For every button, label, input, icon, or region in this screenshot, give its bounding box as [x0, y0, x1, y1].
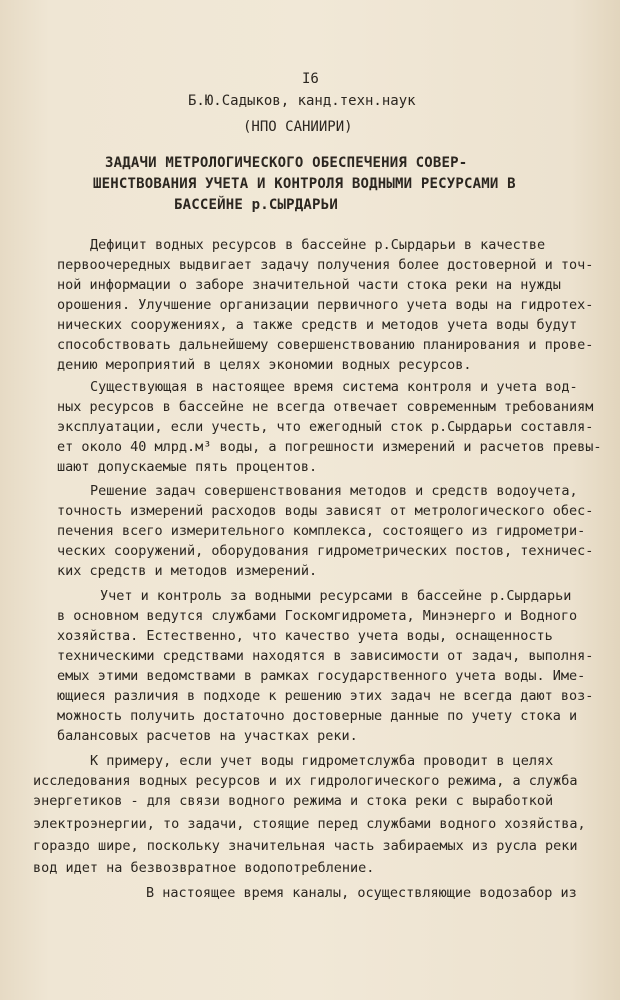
body-line: ких средств и методов измерений.: [57, 563, 318, 579]
body-line: нических сооружениях, а также средств и методов учета воды будут: [57, 317, 578, 333]
body-line: печения всего измерительного комплекса, состоящего из гидрометри-: [57, 523, 586, 539]
body-line: ющиеся различия в подходе к решению этих задач не всегда дают воз-: [57, 688, 594, 704]
body-line: емых этими ведомствами в рамках государственного учета воды. Име-: [57, 668, 586, 684]
body-line: ет около 40 млрд.м³ воды, а погрешности измерений и расчетов превы-: [57, 439, 602, 455]
body-line: орошения. Улучшение организации первичного учета воды на гидротех-: [57, 297, 594, 313]
body-line: способствовать дальнейшему совершенствованию планирования и прове-: [57, 337, 594, 353]
body-line: Учет и контроль за водными ресурсами в бассейне р.Сырдарьи: [100, 588, 572, 604]
body-line: балансовых расчетов на участках реки.: [57, 728, 358, 744]
title-line: БАССЕЙНЕ р.СЫРДАРЬИ: [174, 197, 338, 213]
body-line: Решение задач совершенствования методов и средств водоучета,: [90, 483, 578, 499]
body-line: К примеру, если учет воды гидрометслужба проводит в целях: [90, 753, 554, 769]
body-line: точность измерений расходов воды зависят от метрологического обес-: [57, 503, 594, 519]
body-line: техническими средствами находятся в зависимости от задач, выполня-: [57, 648, 594, 664]
body-line: Существующая в настоящее время система контроля и учета вод-: [90, 379, 578, 395]
body-line: гораздо шире, поскольку значительная часть забираемых из русла реки: [33, 838, 578, 854]
author-line: Б.Ю.Садыков, канд.техн.наук: [188, 93, 416, 109]
body-line: хозяйства. Естественно, что качество учета воды, оснащенность: [57, 628, 553, 644]
organization-line: (НПО САНИИРИ): [243, 119, 353, 135]
page-number: I6: [302, 71, 319, 87]
body-line: ных ресурсов в бассейне не всегда отвечает современным требованиям: [57, 399, 594, 415]
body-line: Дефицит водных ресурсов в бассейне р.Сырдарьи в качестве: [90, 237, 546, 253]
body-line: исследования водных ресурсов и их гидрологического режима, а служба: [33, 773, 578, 789]
body-line: шают допускаемые пять процентов.: [57, 459, 318, 475]
body-line: в основном ведутся службами Госкомгидромета, Минэнерго и Водного: [57, 608, 578, 624]
body-line: вод идет на безвозвратное водопотребление.: [33, 860, 375, 876]
body-line: первоочередных выдвигает задачу получения более достоверной и точ-: [57, 257, 594, 273]
body-line: энергетиков - для связи водного режима и стока реки с выработкой: [33, 793, 554, 809]
body-line: ческих сооружений, оборудования гидрометрических постов, техничес-: [57, 543, 594, 559]
body-line: дению мероприятий в целях экономии водных ресурсов.: [57, 357, 472, 373]
body-line: эксплуатации, если учесть, что ежегодный сток р.Сырдарьи составля-: [57, 419, 594, 435]
body-line: электроэнергии, то задачи, стоящие перед службами водного хозяйства,: [33, 816, 586, 832]
body-line: ной информации о заборе значительной части стока реки на нужды: [57, 277, 561, 293]
body-line: можность получить достаточно достоверные данные по учету стока и: [57, 708, 578, 724]
body-line: В настоящее время каналы, осуществляющие водозабор из: [146, 885, 577, 901]
title-line: ЗАДАЧИ МЕТРОЛОГИЧЕСКОГО ОБЕСПЕЧЕНИЯ СОВЕР-: [105, 155, 468, 171]
title-line: ШЕНСТВОВАНИЯ УЧЕТА И КОНТРОЛЯ ВОДНЫМИ РЕСУРСАМИ В: [93, 176, 516, 192]
